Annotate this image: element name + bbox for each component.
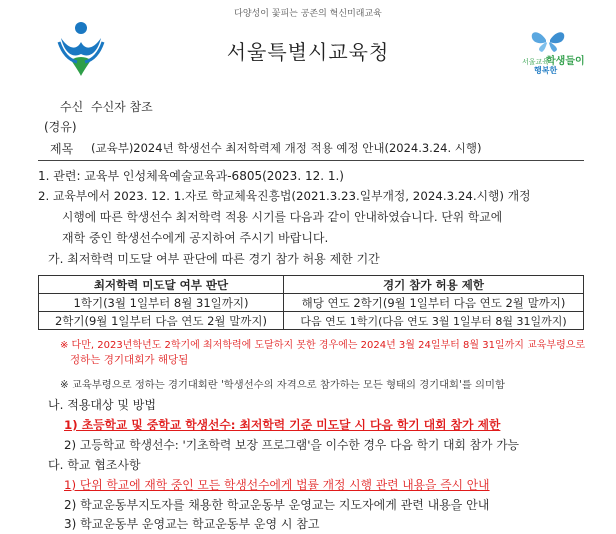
section-c-item-1: 1) 단위 학교에 재학 중인 모든 학생선수에게 법률 개정 시행 관련 내용을 즉시 안내 — [64, 478, 490, 492]
slogan-logo — [516, 28, 585, 75]
table-row — [39, 312, 584, 330]
subject-value: (교육부)2024년 학생선수 최저학력제 개정 적용 예정 안내(2024.3.24. 시행) — [91, 141, 482, 155]
table-header-cell: 경기 참가 허용 제한 — [284, 276, 584, 294]
section-b-heading: 나. 적용대상 및 방법 — [48, 398, 156, 412]
slogan: 다양성이 꽃피는 공존의 혁신미래교육 — [234, 9, 382, 19]
butterfly-icon — [516, 28, 585, 75]
section-b-item-1: 1) 초등학교 및 중학교 학생선수: 최저학력 기준 미도달 시 다음 학기 대회 참가 제한 — [64, 418, 501, 432]
logo-text-1: 서울교육 — [522, 58, 550, 66]
logo-text-3: 행복한 — [534, 66, 558, 75]
section-c-item-2: 2) 학교운동부지도자를 채용한 학교운동부 운영교는 지도자에게 관련 내용을 안내 — [64, 498, 490, 512]
paragraph-1: 1. 관련: 교육부 인성체육예술교육과-6805(2023. 12. 1.) — [38, 169, 344, 183]
logo-text-2: 학생들이 — [546, 56, 585, 67]
section-b-item-2: 2) 고등학교 학생선수: '기초학력 보장 프로그램'을 이수한 경우 다음 학기 대회 참가 가능 — [64, 438, 520, 452]
section-a-heading: 가. 최저학력 미도달 여부 판단에 따른 경기 참가 허용 제한 기간 — [48, 252, 380, 266]
table-row — [39, 294, 584, 312]
restriction-table — [38, 275, 584, 330]
table-cell: 해당 연도 2학기(9월 1일부터 다음 연도 2월 말까지) — [284, 294, 584, 312]
table-header-cell: 최저학력 미도달 여부 판단 — [39, 276, 284, 294]
red-note-line-2: 정하는 경기대회가 해당됨 — [70, 354, 189, 366]
recipient-label: 수신 — [60, 100, 84, 114]
table-cell: 2학기(9월 1일부터 다음 연도 2월 말까지) — [39, 312, 284, 330]
gray-note: ※ 교육부령으로 정하는 경기대회란 '학생선수의 자격으로 참가하는 모든 형태의 경기대회'를 의미함 — [60, 379, 505, 391]
paragraph-2-line-3: 재학 중인 학생선수에게 공지하여 주시기 바랍니다. — [62, 231, 329, 245]
paragraph-2-line-2: 시행에 따른 학생선수 최저학력 적용 시기를 다음과 같이 안내하였습니다. 단위 학교에 — [62, 210, 503, 224]
section-c-item-3: 3) 학교운동부 운영교는 학교운동부 운영 시 참고 — [64, 517, 320, 531]
section-c-heading: 다. 학교 협조사항 — [48, 458, 141, 472]
subject-label: 제목 — [50, 142, 74, 156]
page-title: 서울특별시교육청 — [226, 40, 390, 64]
table-cell: 다음 연도 1학기(다음 연도 3월 1일부터 8월 31일까지) — [284, 312, 584, 330]
via-label: (경유) — [44, 120, 77, 134]
table-cell: 1학기(3월 1일부터 8월 31일까지) — [39, 294, 284, 312]
paragraph-2-line-1: 2. 교육부에서 2023. 12. 1.자로 학교체육진흥법(2021.3.23.일부개정, 2024.3.24.시행) 개정 — [38, 189, 531, 203]
recipient-value: 수신자 참조 — [91, 100, 153, 114]
divider — [38, 160, 584, 161]
red-note-line-1: ※ 다만, 2023년학년도 2학기에 최저학력에 도달하지 못한 경우에는 2024년 3월 24일부터 8월 31일까지 교육부령으로 — [60, 340, 586, 351]
table-header-row — [39, 276, 584, 294]
